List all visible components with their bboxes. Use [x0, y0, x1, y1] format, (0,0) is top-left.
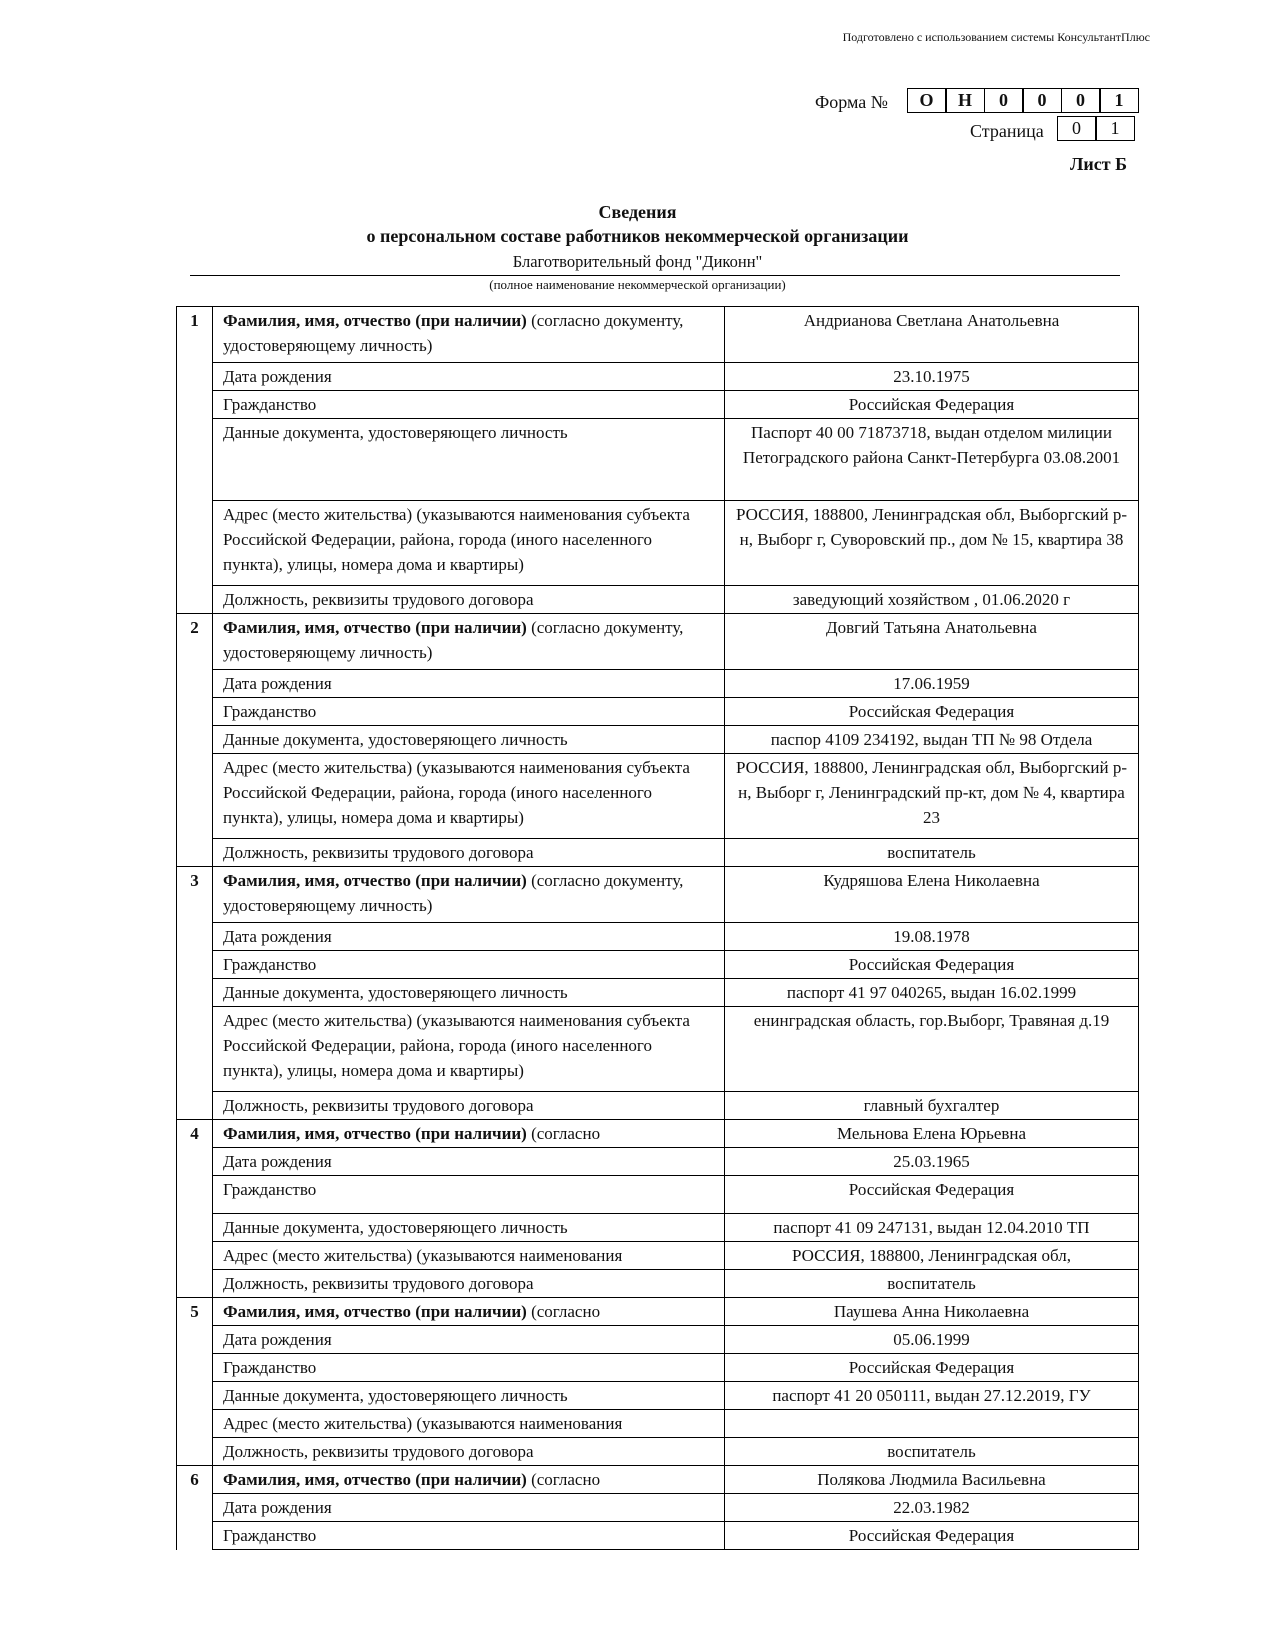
fio-value: Довгий Татьяна Анатольевна	[725, 614, 1139, 670]
form-code-char: 0	[1061, 88, 1101, 113]
organization-underline	[190, 275, 1120, 276]
fio-label-rest: (согласно	[526, 1302, 601, 1321]
fio-value: Паушева Анна Николаевна	[725, 1298, 1139, 1326]
employee-number: 3	[177, 867, 213, 1120]
table-row	[177, 1242, 1139, 1270]
document-label: Данные документа, удостоверяющего личность	[213, 979, 725, 1007]
form-code-char: 1	[1099, 88, 1139, 113]
birth-label: Дата рождения	[213, 363, 725, 391]
position-label: Должность, реквизиты трудового договора	[213, 839, 725, 867]
address-label: Адрес (место жительства) (указываются наименования субъекта Российской Федерации, района, города (иного населенного пункта), улицы, номера дома и квартиры)	[213, 501, 725, 586]
fio-label	[213, 307, 725, 363]
position-value: воспитатель	[725, 839, 1139, 867]
table-row	[177, 670, 1139, 698]
staff-table	[176, 306, 1139, 1550]
birth-value: 19.08.1978	[725, 923, 1139, 951]
birth-value: 17.06.1959	[725, 670, 1139, 698]
table-row	[177, 1522, 1139, 1550]
document-title: Сведения	[598, 202, 677, 222]
table-row	[177, 1120, 1139, 1148]
sheet-label: Лист Б	[1070, 154, 1128, 174]
table-row	[177, 1354, 1139, 1382]
table-row	[177, 586, 1139, 614]
table-row	[177, 979, 1139, 1007]
document-value: паспорт 41 97 040265, выдан 16.02.1999	[725, 979, 1139, 1007]
address-label: Адрес (место жительства) (указываются наименования	[213, 1410, 725, 1438]
birth-label: Дата рождения	[213, 1494, 725, 1522]
birth-label: Дата рождения	[213, 1326, 725, 1354]
organization-name: Благотворительный фонд "Диконн"	[512, 252, 763, 271]
table-row	[177, 839, 1139, 867]
form-code-boxes	[908, 88, 1139, 113]
table-row	[177, 1410, 1139, 1438]
citizenship-value: Российская Федерация	[725, 1354, 1139, 1382]
citizenship-value: Российская Федерация	[725, 951, 1139, 979]
table-row	[177, 951, 1139, 979]
table-row	[177, 1148, 1139, 1176]
fio-value: Мельнова Елена Юрьевна	[725, 1120, 1139, 1148]
table-row	[177, 419, 1139, 501]
citizenship-label: Гражданство	[213, 391, 725, 419]
citizenship-label: Гражданство	[213, 1354, 725, 1382]
address-value: РОССИЯ, 188800, Ленинградская обл, Выборгский р-н, Выборг г, Суворовский пр., дом № 15, квартира 38	[725, 501, 1139, 586]
citizenship-value: Российская Федерация	[725, 391, 1139, 419]
page-code-char: 1	[1095, 116, 1135, 141]
address-label: Адрес (место жительства) (указываются наименования	[213, 1242, 725, 1270]
page-code-char: 0	[1057, 116, 1097, 141]
document-value: паспорт 41 09 247131, выдан 12.04.2010 ТП	[725, 1214, 1139, 1242]
position-value: заведующий хозяйством , 01.06.2020 г	[725, 586, 1139, 614]
fio-label-rest: (согласно	[526, 1124, 601, 1143]
birth-label: Дата рождения	[213, 1148, 725, 1176]
fio-label-rest: (согласно документу, удостоверяющему личность)	[223, 871, 684, 915]
employee-number: 4	[177, 1120, 213, 1298]
table-row	[177, 363, 1139, 391]
table-row	[177, 391, 1139, 419]
table-row	[177, 614, 1139, 670]
citizenship-label: Гражданство	[213, 951, 725, 979]
employee-number: 1	[177, 307, 213, 614]
fio-label-bold: Фамилия, имя, отчество (при наличии)	[223, 1470, 527, 1489]
fio-label	[213, 614, 725, 670]
document-value: паспорт 41 20 050111, выдан 27.12.2019, ГУ	[725, 1382, 1139, 1410]
position-label: Должность, реквизиты трудового договора	[213, 1438, 725, 1466]
prepared-note: Подготовлено с использованием системы КонсультантПлюс	[842, 30, 1150, 44]
table-row	[177, 1466, 1139, 1494]
table-row	[177, 698, 1139, 726]
form-code-char: Н	[945, 88, 985, 113]
fio-label-rest: (согласно документу, удостоверяющему личность)	[223, 311, 684, 355]
fio-value: Кудряшова Елена Николаевна	[725, 867, 1139, 923]
fio-label-bold: Фамилия, имя, отчество (при наличии)	[223, 1124, 527, 1143]
citizenship-label: Гражданство	[213, 1522, 725, 1550]
fio-label-bold: Фамилия, имя, отчество (при наличии)	[223, 311, 527, 330]
fio-label-rest: (согласно	[526, 1470, 601, 1489]
birth-value: 25.03.1965	[725, 1148, 1139, 1176]
position-label: Должность, реквизиты трудового договора	[213, 1270, 725, 1298]
citizenship-value: Российская Федерация	[725, 1176, 1139, 1214]
table-row	[177, 1494, 1139, 1522]
address-value: РОССИЯ, 188800, Ленинградская обл,	[725, 1242, 1139, 1270]
birth-label: Дата рождения	[213, 670, 725, 698]
position-label: Должность, реквизиты трудового договора	[213, 586, 725, 614]
position-value: воспитатель	[725, 1270, 1139, 1298]
table-row	[177, 1176, 1139, 1214]
fio-label	[213, 1466, 725, 1494]
page-code-boxes	[1058, 116, 1135, 141]
position-value: воспитатель	[725, 1438, 1139, 1466]
fio-label	[213, 1298, 725, 1326]
fio-label	[213, 867, 725, 923]
table-row	[177, 1270, 1139, 1298]
fio-value: Андрианова Светлана Анатольевна	[725, 307, 1139, 363]
employee-number: 5	[177, 1298, 213, 1466]
document-label: Данные документа, удостоверяющего личность	[213, 1382, 725, 1410]
fio-label-bold: Фамилия, имя, отчество (при наличии)	[223, 871, 527, 890]
document-label: Данные документа, удостоверяющего личность	[213, 419, 725, 501]
position-label: Должность, реквизиты трудового договора	[213, 1092, 725, 1120]
fio-label-rest: (согласно документу, удостоверяющему личность)	[223, 618, 684, 662]
form-number-label: Форма №	[815, 92, 888, 112]
table-row	[177, 726, 1139, 754]
document-value: Паспорт 40 00 71873718, выдан отделом милиции Петоградского района Санкт-Петербурга 03.08.2001	[725, 419, 1139, 501]
address-value	[725, 1410, 1139, 1438]
form-code-char: 0	[1022, 88, 1062, 113]
table-row	[177, 923, 1139, 951]
address-label: Адрес (место жительства) (указываются наименования субъекта Российской Федерации, района, города (иного населенного пункта), улицы, номера дома и квартиры)	[213, 754, 725, 839]
birth-value: 05.06.1999	[725, 1326, 1139, 1354]
employee-number: 2	[177, 614, 213, 867]
birth-label: Дата рождения	[213, 923, 725, 951]
address-label: Адрес (место жительства) (указываются наименования субъекта Российской Федерации, района, города (иного населенного пункта), улицы, номера дома и квартиры)	[213, 1007, 725, 1092]
page-number-label: Страница	[970, 121, 1044, 141]
document-label: Данные документа, удостоверяющего личность	[213, 1214, 725, 1242]
table-row	[177, 1007, 1139, 1092]
position-value: главный бухгалтер	[725, 1092, 1139, 1120]
document-subtitle: о персональном составе работников некоммерческой организации	[366, 226, 909, 246]
fio-label-bold: Фамилия, имя, отчество (при наличии)	[223, 618, 527, 637]
table-row	[177, 1092, 1139, 1120]
citizenship-value: Российская Федерация	[725, 1522, 1139, 1550]
table-row	[177, 1382, 1139, 1410]
table-row	[177, 867, 1139, 923]
birth-value: 23.10.1975	[725, 363, 1139, 391]
address-value: РОССИЯ, 188800, Ленинградская обл, Выборгский р-н, Выборг г, Ленинградский пр-кт, дом № 4, квартира 23	[725, 754, 1139, 839]
table-row	[177, 501, 1139, 586]
birth-value: 22.03.1982	[725, 1494, 1139, 1522]
citizenship-value: Российская Федерация	[725, 698, 1139, 726]
fio-value: Полякова Людмила Васильевна	[725, 1466, 1139, 1494]
form-code-char: О	[907, 88, 947, 113]
form-code-char: 0	[984, 88, 1024, 113]
table-row	[177, 1326, 1139, 1354]
table-row	[177, 1214, 1139, 1242]
citizenship-label: Гражданство	[213, 698, 725, 726]
table-row	[177, 307, 1139, 363]
citizenship-label: Гражданство	[213, 1176, 725, 1214]
organization-note: (полное наименование некоммерческой организации)	[489, 277, 786, 292]
fio-label	[213, 1120, 725, 1148]
document-value: паспор 4109 234192, выдан ТП № 98 Отдела	[725, 726, 1139, 754]
table-row	[177, 1298, 1139, 1326]
document-label: Данные документа, удостоверяющего личность	[213, 726, 725, 754]
fio-label-bold: Фамилия, имя, отчество (при наличии)	[223, 1302, 527, 1321]
address-value: енинградская область, гор.Выборг, Травяная д.19	[725, 1007, 1139, 1092]
table-row	[177, 1438, 1139, 1466]
table-row	[177, 754, 1139, 839]
employee-number: 6	[177, 1466, 213, 1550]
